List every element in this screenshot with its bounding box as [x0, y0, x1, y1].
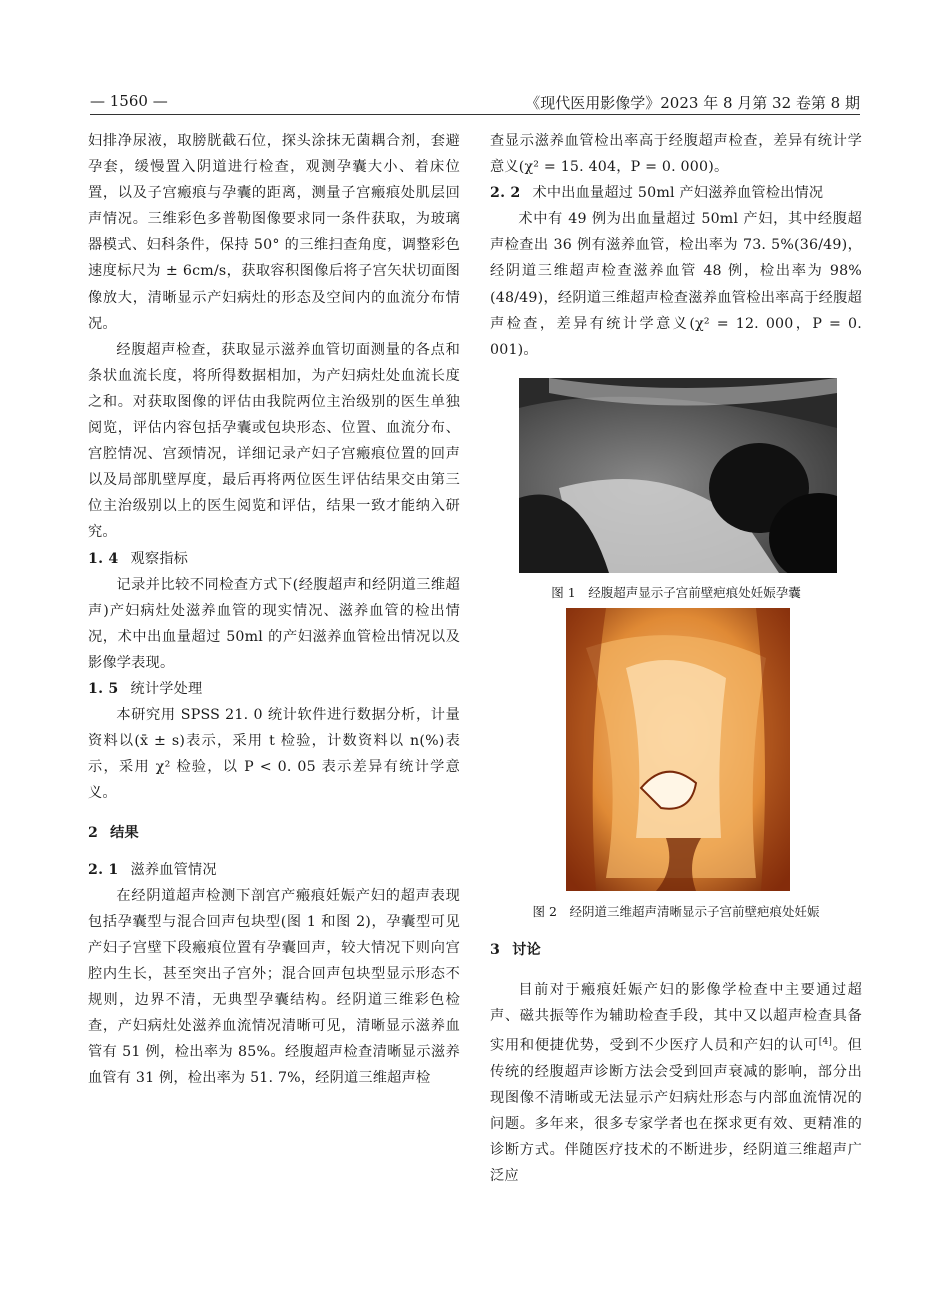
- right-column-bottom: [490, 937, 862, 1190]
- left-column: [88, 128, 460, 1091]
- journal-title: 《现代医用影像学》2023 年 8 月第 32 卷第 8 期: [525, 94, 860, 112]
- section-heading: [88, 546, 460, 572]
- section-title: 统计学处理: [130, 680, 203, 697]
- paragraph: 本研究用 SPSS 21. 0 统计软件进行数据分析，计量资料以(x̄ ± s)表示，采用 t 检验，计数资料以 n(%)表示，采用 χ² 检验，以 P < 0. 05 表示差异有统计学意义。: [88, 707, 460, 802]
- paragraph: 经腹超声检查，获取显示滋养血管切面测量的各点和条状血流长度，将所得数据相加，为产妇病灶处血流长度之和。对获取图像的评估由我院两位主治级别的医生单独阅览，评估内容包括孕囊或包块形态、位置、血流分布、宫腔情况、宫颈情况，详细记录产妇子宫瘢痕位置的回声以及局部肌壁厚度，最后再将两位医生评估结果交由第三位主治级别以上的医生阅览和评估，结果一致才能纳入研究。: [88, 341, 460, 541]
- section-title: 结果: [110, 825, 139, 842]
- paragraph: 在经阴道超声检测下剖宫产瘢痕妊娠产妇的超声表现包括孕囊型与混合回声包块型(图 1 和图 2)，孕囊型可见产妇子宫壁下段瘢痕位置有孕囊回声，较大情况下则向宫腔内生长，甚至突出子宫外；混合回声包块型显示形态不规则，边界不清，无典型孕囊结构。经阴道三维彩色检查，产妇病灶处滋养血流情况清晰可见，清晰显示滋养血管有 51 例，检出率为 85%。经腹超声检查清晰显示滋养血管有 31 例，检出率为 51. 7%，经阴道三维超声检: [88, 887, 460, 1087]
- paragraph: 记录并比较不同检查方式下(经腹超声和经阴道三维超声)产妇病灶处滋养血管的现实情况、滋养血管的检出情况，术中出血量超过 50ml 的产妇滋养血管检出情况以及影像学表现。: [88, 576, 460, 671]
- paragraph: 妇排净尿液，取膀胱截石位，探头涂抹无菌耦合剂，套避孕套，缓慢置入阴道进行检查，观测孕囊大小、着床位置，以及子宫瘢痕与孕囊的距离，测量子宫瘢痕处肌层回声情况。三维彩色多普勒图像要求同一条件获取，为玻璃器模式、妇科条件，保持 50° 的三维扫查角度，调整彩色速度标尺为 ± 6cm/s，获取容积图像后将子宫矢状切面图像放大，清晰显示产妇病灶的形态及空间内的血流分布情况。: [88, 133, 460, 332]
- figure-1-ultrasound-image: [519, 378, 837, 573]
- paragraph: [490, 977, 862, 1189]
- section-title: 观察指标: [130, 550, 188, 567]
- section-number: 1. 4: [88, 550, 119, 567]
- section-number: 2. 1: [88, 861, 119, 878]
- section-heading: [88, 676, 460, 702]
- figure-2-3d-ultrasound-image: [566, 608, 790, 891]
- right-column-top: [490, 128, 862, 363]
- section-number: 3: [490, 942, 501, 958]
- section-title: 滋养血管情况: [130, 861, 217, 878]
- section-number: 2: [88, 825, 99, 842]
- citation: [4]: [818, 1037, 833, 1048]
- section-title: 讨论: [512, 942, 541, 958]
- paragraph: 术中有 49 例为出血量超过 50ml 产妇，其中经腹超声检查出 36 例有滋养血管，检出率为 73. 5%(36/49)，经阴道三维超声检查滋养血管 48 例，检出率为 98%(48/49)，经阴道三维超声检查滋养血管检出率高于经腹超声检查，差异有统计学意义(χ² = 12. 000，P = 0. 001)。: [490, 211, 862, 358]
- section-heading: [490, 180, 862, 206]
- section-heading: [88, 857, 460, 883]
- figure-2-caption: 图 2 经阴道三维超声清晰显示子宫前壁疤痕处妊娠: [532, 904, 820, 919]
- section-heading: [88, 820, 460, 846]
- page-number: — 1560 —: [90, 92, 168, 110]
- page-header: [90, 92, 860, 115]
- section-heading: [490, 937, 862, 963]
- figure-1-caption: 图 1 经腹超声显示子宫前壁疤痕处妊娠孕囊: [551, 585, 801, 600]
- paragraph-text: 目前对于瘢痕妊娠产妇的影像学检查中主要通过超声、磁共振等作为辅助检查手段，其中又以超声检查具备实用和便捷优势，受到不少医疗人员和产妇的认可: [490, 982, 862, 1055]
- section-title: 术中出血量超过 50ml 产妇滋养血管检出情况: [532, 185, 824, 202]
- section-number: 2. 2: [490, 185, 521, 202]
- paragraph: 查显示滋养血管检出率高于经腹超声检查，差异有统计学意义(χ² = 15. 404，P = 0. 000)。: [490, 133, 862, 176]
- section-number: 1. 5: [88, 680, 119, 697]
- paragraph-text: 。但传统的经腹超声诊断方法会受到回声衰减的影响，部分出现图像不清晰或无法显示产妇病灶形态与内部血流情况的问题。多年来，很多专家学者也在探求更有效、更精准的诊断方式。伴随医疗技术的不断进步，经阴道三维超声广泛应: [490, 1038, 862, 1185]
